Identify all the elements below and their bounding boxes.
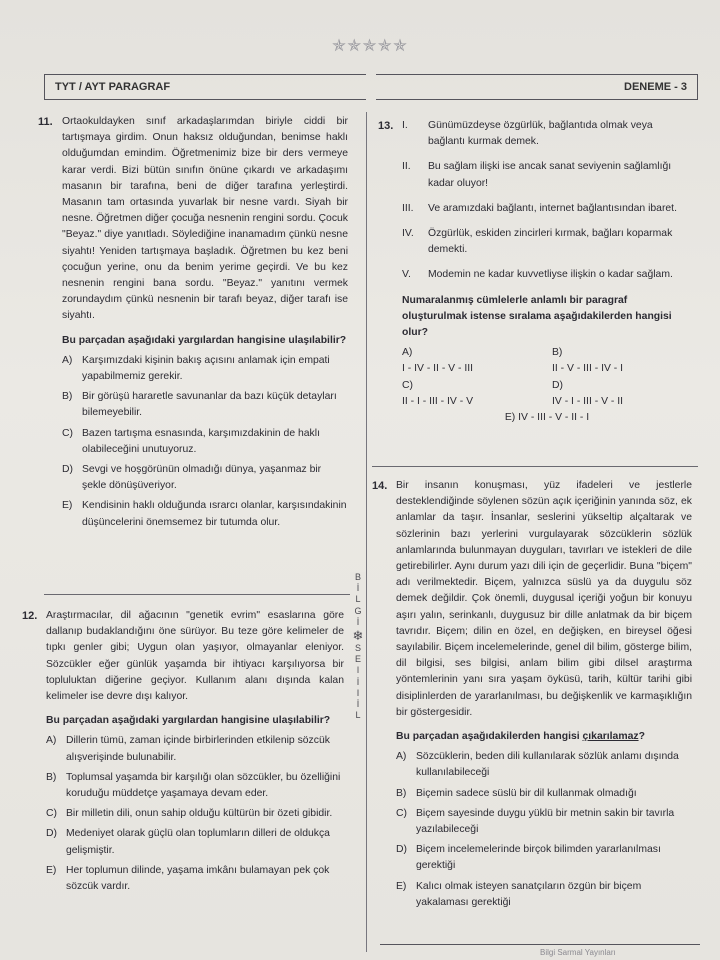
- section-title: TYT / AYT PARAGRAF: [55, 81, 171, 93]
- question-14-stem: [396, 729, 692, 745]
- question-12: [46, 608, 344, 895]
- option-d[interactable]: [552, 378, 702, 410]
- stem-end: ?: [638, 731, 645, 743]
- option-label: E): [396, 880, 407, 892]
- sentence-text: Bu sağlam ilişki ise ancak sanat seviyenin sağlamlığı kadar oluyor!: [428, 161, 672, 189]
- option-text: II - I - III - IV - V: [402, 395, 474, 407]
- option-a[interactable]: [402, 345, 552, 377]
- side-letter: l: [357, 665, 359, 676]
- question-14-paragraph: Bir insanın konuşması, yüz ifadeleri ve jestlerle desteklendiğinde söylenen sözün açık içeriğinin yanında söz, ek anlamlar da taşır. İnsanlar, seslerini yükseltip alçaltarak ve sözlerinin bazı yerlerini vurgulayarak sözcüklerin sözlük anlamlarında bulunmayan duyguları, tavırları ve istekleri de dile getirebilirler. Aynı durum yazı dili için de geçerlidir. Buna "biçem" adı verilmektedir. Biçem, yalnızca süslü ya da duygulu söz demek değildir. Çok önemli, duygusal içeriği yoğun bir konuyu aşırı yalın, serinkanlı, duygusuz bir dille anlatmak da bir biçem tavrıdır. Biçem; dilin en özel, en değişken, en bireysel öğesi sayılabilir. Biçem incelemelerinde, genel dil bilim, gösterge bilim, dil bilgisi, ses bilgisi, anlam bilim gibi dilsel araştırma yöntemlerinin yanı sıra yaşam öyküsü, tarih, kültür tarihi gibi disiplinlerden de yararlanılması, bu değişkenlik ve karmaşıklığın bir göstergesidir.: [396, 480, 692, 718]
- side-letter: I: [356, 687, 360, 698]
- side-letter: İ: [356, 699, 360, 710]
- side-letter: İ: [356, 676, 360, 687]
- publisher-vertical-text: [350, 572, 366, 721]
- option-e[interactable]: [46, 863, 344, 895]
- option-label: C): [396, 807, 407, 819]
- option-label: B): [62, 391, 73, 403]
- option-label: A): [396, 751, 407, 763]
- option-b[interactable]: [46, 770, 344, 802]
- option-text: Sözcüklerin, beden dili kullanılarak sözlük anlamı dışında kullanılabileceği: [416, 751, 679, 779]
- option-label: C): [46, 808, 57, 820]
- question-11-stem: Bu parçadan aşağıdaki yargılardan hangisine ulaşılabilir?: [62, 334, 347, 346]
- option-text: Her toplumun dilinde, yaşama imkânı bulamayan pek çok sözcük vardır.: [66, 864, 330, 893]
- option-b[interactable]: [552, 345, 702, 377]
- option-c[interactable]: [46, 806, 344, 822]
- question-divider-left: [44, 594, 366, 595]
- question-11-number: 11.: [38, 116, 53, 128]
- footer-publisher: Bilgi Sarmal Yayınları: [540, 948, 616, 957]
- option-a[interactable]: [62, 353, 348, 385]
- option-label: E): [62, 500, 73, 512]
- question-13-number: 13.: [378, 120, 394, 132]
- option-e[interactable]: [62, 498, 348, 530]
- option-e[interactable]: [396, 879, 692, 911]
- sentence-text: Ve aramızdaki bağlantı, internet bağlantısından ibaret.: [428, 202, 677, 214]
- question-13-stem: Numaralanmış cümlelerle anlamlı bir paragraf oluşturulmak istense sıralama aşağıdakilerden hangisi olur?: [402, 294, 672, 339]
- question-11-paragraph: Ortaokuldayken sınıf arkadaşlarımdan biriyle ciddi bir tartışmaya girdim. Onun haksız olduğundan, benimse haklı olduğumdan emindim. Öğretmenimiz bize bir ders vermeye karar verdi. Bizi bütün sınıfın önüne çıkardı ve arkadaşımı masanın bir tarafına, beni de diğer tarafına yerleştirdi. Masanın tam ortasında yuvarlak bir nesne vardı. Siyah bir nesne. Öğretmen diğer çocuğa nesnenin rengini sordu. Çocuk "Beyaz." diye yanıtladı. Söylediğine inanamadım çünkü nesne siyahtı! Yeniden tartışmaya başladık. Öğretmen bu kez beni çocuğun yerine, onu da benim yerime geçirdi. Ve bu kez nesnenin rengini bana sordu. "Beyaz." yanıtını vermek zorundaydım çünkü nesnenin bir tarafı beyaz, diğer tarafı ise siyahtı.: [62, 116, 348, 322]
- sentence-1: [402, 118, 692, 150]
- footer-rule: [380, 944, 700, 945]
- option-text: Karşımızdaki kişinin bakış açısını anlamak için empati yapabilmemiz gerekir.: [82, 354, 330, 383]
- question-12-paragraph: Araştırmacılar, dil ağacının "genetik evrim" esaslarına göre dallanıp budaklandığını öne sürüyor. Bu teze göre kelimeler de tıpkı genler gibi; Uygun olan yaşıyor, olmayanlar eleniyor. Sözcükler eğer günlük yaşamda bir ihtiyacı karşılıyorsa bir topluluktan diğerine geçiyor. Kullanım alanı dışında kalan kelimeler ise devre dışı kalıyor.: [46, 610, 344, 703]
- option-label: A): [402, 347, 413, 359]
- option-label: D): [46, 828, 57, 840]
- sentence-text: Günümüzdeyse özgürlük, bağlantıda olmak veya bağlantı kurmak demek.: [428, 120, 653, 148]
- side-letter: B: [354, 572, 361, 582]
- option-text: Medeniyet olarak güçlü olan toplumların dilleri de oldukça gelişmiştir.: [66, 828, 330, 856]
- option-d[interactable]: [62, 462, 348, 494]
- sentence-label: II.: [402, 161, 411, 173]
- side-letter: S: [354, 643, 361, 654]
- question-11: [62, 114, 348, 531]
- sentence-text: Özgürlük, eskiden zincirleri kırmak, bağları koparmak demekti.: [428, 228, 673, 256]
- question-14-number: 14.: [372, 480, 388, 492]
- side-letter: İ: [356, 583, 360, 594]
- question-divider-right: [372, 466, 698, 467]
- question-13: [402, 118, 692, 426]
- option-label: D): [552, 379, 563, 391]
- sentence-text: Modemin ne kadar kuvvetliyse ilişkin o kadar sağlam.: [428, 269, 673, 281]
- option-text: Sevgi ve hoşgörünün olmadığı dünya, yaşanmaz bir şekle dönüşüveriyor.: [82, 464, 322, 492]
- option-a[interactable]: [46, 733, 344, 765]
- option-text: II - V - III - IV - I: [552, 363, 624, 375]
- snowflake-icon: ❄: [352, 628, 364, 644]
- option-label: B): [552, 347, 563, 359]
- option-c[interactable]: [62, 426, 348, 458]
- test-title: DENEME - 3: [624, 81, 687, 93]
- option-text: Biçem sayesinde duygu yüklü bir metnin sakin bir tavırla yazılabileceği: [416, 807, 675, 836]
- header-left: [44, 74, 366, 100]
- sentence-5: [402, 267, 692, 283]
- option-label: A): [46, 735, 57, 747]
- option-label: E): [504, 412, 516, 424]
- sentence-label: III.: [402, 202, 414, 214]
- option-text: Toplumsal yaşamda bir karşılığı olan sözcükler, bu özelliğini koruduğu müddetçe yaşamaya devam eder.: [66, 771, 341, 800]
- option-c[interactable]: [402, 378, 552, 410]
- option-text: IV - I - III - V - II: [552, 395, 624, 407]
- question-13-options: [402, 345, 692, 410]
- sentence-3: [402, 201, 692, 217]
- option-text: Kendisinin haklı olduğunda ısrarcı olanlar, karşısındakinin düşüncelerini önemsemez bir tutumda olur.: [82, 500, 347, 528]
- header-right: [376, 74, 698, 100]
- option-label: D): [62, 464, 73, 476]
- side-letter: İ: [356, 616, 360, 627]
- side-letter: G: [354, 605, 362, 616]
- option-text: Dillerin tümü, zaman içinde birbirlerinden etkilenip sözcük alışverişinde bulunabilir.: [66, 735, 330, 763]
- option-label: E): [46, 864, 57, 876]
- option-text: Biçem incelemelerinde birçok bilimden yararlanılması gerektiği: [416, 844, 661, 872]
- question-14: [396, 478, 692, 911]
- question-12-number: 12.: [22, 610, 38, 622]
- option-label: D): [396, 844, 407, 856]
- side-letter: L: [355, 710, 361, 721]
- sentence-label: IV.: [402, 228, 414, 240]
- option-text: Kalıcı olmak isteyen sanatçıların özgün bir biçem yakalaması gerektiği: [416, 880, 642, 908]
- sentence-2: [402, 159, 692, 191]
- option-label: B): [396, 787, 407, 799]
- option-label: C): [62, 427, 73, 439]
- option-text: Bir görüşü hararetle savunanlar da bazı küçük detayları bilemeyebilir.: [82, 391, 337, 419]
- option-text: IV - III - V - II - I: [518, 412, 590, 424]
- option-text: Bazen tartışma esnasında, karşımızdakinin de haklı olabileceğini unutuyoruz.: [82, 427, 320, 455]
- option-label: C): [402, 379, 413, 391]
- option-a[interactable]: [396, 749, 692, 781]
- question-12-stem: Bu parçadan aşağıdaki yargılardan hangisine ulaşılabilir?: [46, 715, 331, 727]
- option-label: B): [46, 771, 57, 783]
- option-e[interactable]: [402, 410, 692, 426]
- sentence-label: I.: [402, 120, 408, 131]
- column-divider: [366, 112, 367, 952]
- option-b[interactable]: [62, 389, 348, 421]
- option-text: Bir milletin dili, onun sahip olduğu kültürün bir özeti gibidir.: [66, 808, 333, 820]
- option-b[interactable]: [396, 786, 692, 802]
- option-c[interactable]: [396, 806, 692, 838]
- stem-text: Bu parçadan aşağıdakilerden hangisi: [396, 731, 583, 743]
- sentence-4: [402, 226, 692, 258]
- option-text: I - IV - II - V - III: [402, 363, 474, 375]
- side-letter: E: [354, 654, 361, 665]
- option-label: A): [62, 354, 73, 366]
- side-letter: L: [355, 594, 361, 605]
- stem-emphasis: çıkarılamaz: [582, 731, 639, 743]
- stars-decoration: ✯✯✯✯✯: [331, 36, 409, 55]
- option-d[interactable]: [396, 842, 692, 874]
- sentence-label: V.: [402, 269, 411, 281]
- option-text: Biçemin sadece süslü bir dil kullanmak olmadığı: [416, 787, 637, 799]
- option-d[interactable]: [46, 826, 344, 858]
